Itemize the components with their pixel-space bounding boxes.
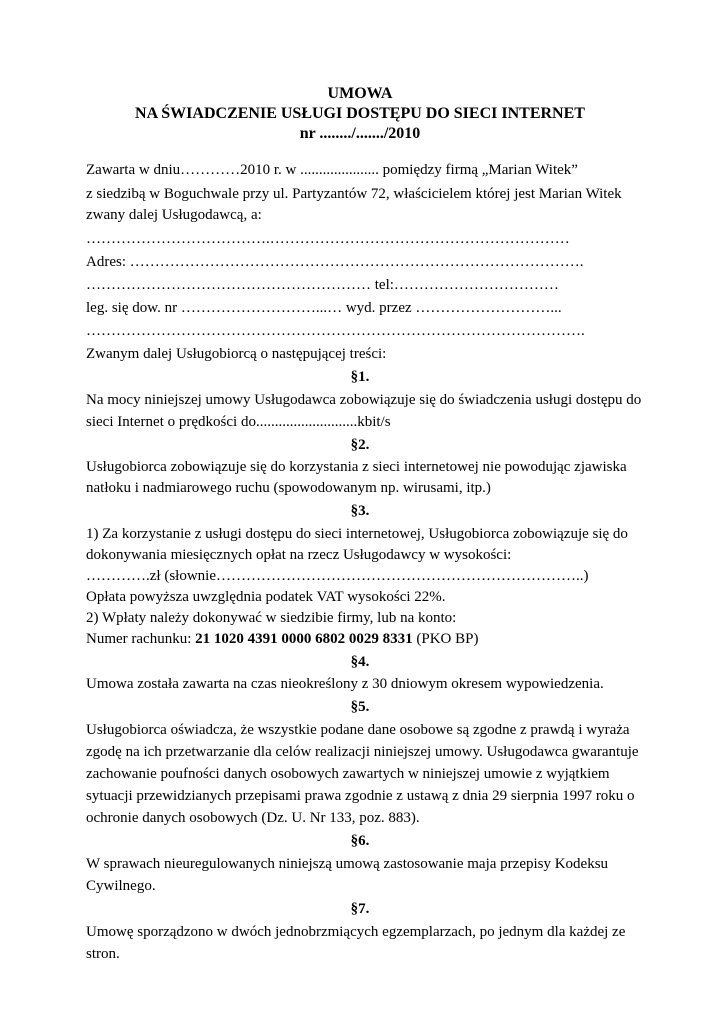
title-line-1: UMOWA	[327, 85, 393, 102]
section-5-line-4: sytuacji przewidzianych przepisami prawa zgodnie z ustawą z dnia 29 sierpnia 1997 roku o	[86, 788, 635, 804]
section-3	[86, 501, 634, 650]
client-blank-line: ……………………………………………………………………………………….	[86, 323, 585, 339]
header-line-3: zwany dalej Usługodawcą, a:	[86, 207, 262, 223]
contract-header	[86, 160, 634, 226]
header-line-1: Zawarta w dniu…………2010 r. w ..................... pomiędzy firmą „Marian Witek”	[86, 162, 578, 178]
intro-text: Zwanym dalej Usługobiorcą o następującej treści:	[86, 346, 387, 362]
section-1-line-1: Na mocy niniejszej umowy Usługodawca zobowiązuje się do świadczenia usługi dostępu do	[86, 392, 642, 408]
section-4	[86, 652, 634, 695]
section-3-line-2: dokonywania miesięcznych opłat na rzecz Usługodawcy w wysokości:	[86, 547, 512, 563]
section-1-line-2: sieci Internet o prędkości do...........................kbit/s	[86, 414, 391, 430]
account-label: Numer rachunku:	[86, 631, 196, 647]
section-5-line-1: Usługobiorca oświadcza, że wszystkie podane dane osobowe są zgodne z prawdą i wyraża	[86, 722, 630, 738]
section-3-line-4: Opłata powyższa uwzględnia podatek VAT wysokości 22%.	[86, 589, 446, 605]
section-5-line-5: ochronie danych osobowych (Dz. U. Nr 133, poz. 883).	[86, 810, 420, 826]
section-4-heading: §4.	[350, 654, 370, 670]
section-3-line-3: ………….zł (słownie………………………………………………………………..)	[86, 568, 589, 584]
section-3-line-1: 1) Za korzystanie z usługi dostępu do sieci internetowej, Usługobiorca zobowiązuje się do	[86, 526, 628, 542]
section-6	[86, 831, 634, 897]
client-tel-line: ………………………………………………… tel:……………………………	[86, 277, 559, 293]
section-7-heading: §7.	[350, 901, 370, 917]
section-5-heading: §5.	[350, 699, 370, 715]
section-7-line-1: Umowę sporządzono w dwóch jednobrzmiących egzemplarzach, po jednym dla każdej ze	[86, 924, 626, 940]
section-6-heading: §6.	[350, 833, 370, 849]
client-id-line: leg. się dow. nr ………………………...… wyd. przez ………………………...	[86, 300, 562, 316]
section-5	[86, 697, 639, 829]
section-5-line-3: zachowanie poufności danych osobowych zawartych w niniejszej umowie z wyjątkiem	[86, 766, 610, 782]
bank-account-line	[86, 629, 634, 650]
title-line-2: NA ŚWIADCZENIE USŁUGI DOSTĘPU DO SIECI INTERNET	[135, 105, 585, 122]
section-6-line-1: W sprawach nieuregulowanych niniejszą umową zastosowanie maja przepisy Kodeksu	[86, 856, 609, 872]
document-title	[86, 84, 634, 144]
client-address-line: Adres: ……………………………………………………………………………….	[86, 254, 584, 270]
section-3-heading: §3.	[350, 503, 370, 519]
section-2-line-1: Usługobiorca zobowiązuje się do korzystania z sieci internetowej nie powodując zjawiska	[86, 459, 627, 475]
section-1	[86, 367, 642, 433]
section-2	[86, 435, 634, 499]
account-bank: (PKO BP)	[412, 631, 479, 647]
section-1-heading: §1.	[350, 369, 370, 385]
contract-number: nr ......../......./2010	[299, 125, 421, 142]
section-2-heading: §2.	[350, 437, 370, 453]
section-2-line-2: natłoku i nadmiarowego ruchu (spowodowanym np. wirusami, itp.)	[86, 480, 491, 496]
section-5-line-2: zgodę na ich przetwarzanie dla celów realizacji niniejszej umowy. Usługodawca gwarantuje	[86, 744, 639, 760]
section-4-line-1: Umowa została zawarta na czas nieokreślony z 30 dniowym okresem wypowiedzenia.	[86, 676, 604, 692]
client-name-line: ……………………………….……………………………………………………	[86, 231, 570, 247]
section-3-line-5: 2) Wpłaty należy dokonywać w siedzibie firmy, lub na konto:	[86, 610, 457, 626]
section-7-line-2: stron.	[86, 946, 120, 962]
section-6-line-2: Cywilnego.	[86, 878, 156, 894]
client-details	[86, 229, 634, 342]
account-number: 21 1020 4391 0000 6802 0029 8331	[195, 631, 413, 647]
section-7	[86, 899, 634, 965]
header-line-2: z siedzibą w Boguchwale przy ul. Partyzantów 72, właścicielem której jest Marian Witek	[86, 186, 622, 202]
